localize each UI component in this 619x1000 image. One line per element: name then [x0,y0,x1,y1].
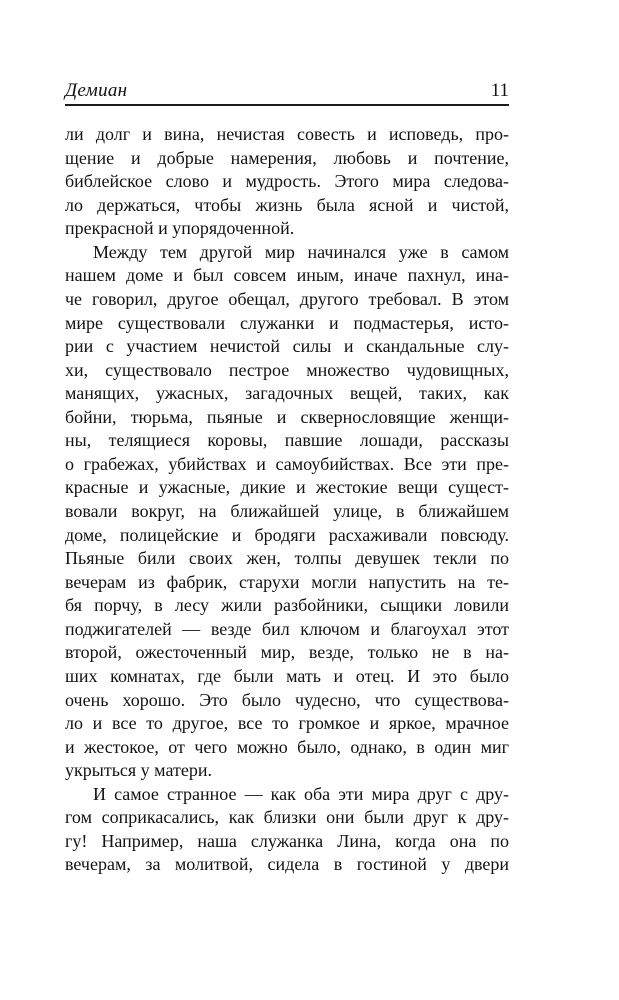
header-rule [65,104,509,106]
text-line: доме, полицейские и бродяги расхаживали повсюду. [65,524,509,545]
text-line: бя порчу, в лесу жили разбойники, сыщики ловили [65,595,509,616]
paragraph [65,783,509,877]
text-line: И самое странное — как оба эти мира друг с дру- [93,783,509,804]
paragraph [65,123,509,241]
text-line: прекрасной и упорядоченной. [65,218,295,239]
text-line: манящих, ужасных, загадочных вещей, таких, как [65,383,509,404]
text-line: второй, ожесточенный мир, везде, только не в на- [65,642,509,663]
text-line: ших комнатах, где были мать и отец. И это было [65,665,509,686]
text-line: бойни, тюрьма, пьяные и сквернословящие женщи- [65,406,509,427]
text-line: укрыться у матери. [65,760,212,781]
text-line: гу! Например, наша служанка Лина, когда она по [65,830,509,851]
text-line: ло держаться, чтобы жизнь была ясной и чистой, [65,194,509,215]
text-line: ли долг и вина, нечистая совесть и исповедь, про- [65,124,509,144]
text-line: Пьяные били своих жен, толпы девушек текли по [65,548,509,569]
text-line: поджигателей — везде бил ключом и благоухал этот [65,618,509,639]
text-line: очень хорошо. Это было чудесно, что существова- [65,689,509,710]
text-line: ло и все то другое, все то громкое и яркое, мрачное [65,713,509,734]
running-head [65,76,509,102]
text-line: красные и ужасные, дикие и жестокие вещи сущест- [65,477,509,498]
text-line: ны, телящиеся коровы, павшие лошади, рассказы [65,430,509,451]
text-line: Между тем другой мир начинался уже в самом [93,241,509,262]
text-line: и жестокое, от чего можно было, однако, в один миг [65,736,509,757]
text-line: мире существовали служанки и подмастерья, исто- [65,312,509,333]
text-block [65,123,509,877]
text-line: вечерам, за молитвой, сидела в гостиной у двери [65,854,509,875]
text-line: щение и добрые намерения, любовь и почтение, [65,147,509,168]
page-number: 11 [490,80,509,101]
text-line: хи, существовало пестрое множество чудовищных, [65,359,509,380]
text-line: гом соприкасались, как близки они были друг к дру- [65,807,509,828]
text-line: библейское слово и мудрость. Этого мира следова- [65,171,509,192]
book-title: Демиан [65,80,128,101]
text-line: вовали вокруг, на ближайшей улице, в ближайшем [65,501,509,521]
text-line: че говорил, другое обещал, другого требовал. В этом [65,288,509,309]
paragraph [65,241,509,783]
text-line: вечерам из фабрик, старухи могли напустить на те- [65,571,509,592]
text-line: рии с участием нечистой силы и скандальные слу- [65,336,509,357]
text-line: о грабежах, убийствах и самоубийствах. Все эти пре- [65,453,509,474]
text-line: нашем доме и был совсем иным, иначе пахнул, ина- [65,265,509,286]
